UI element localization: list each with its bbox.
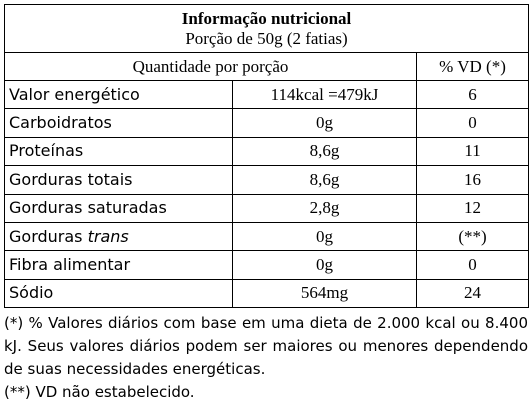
table-title: Informação nutricional [181,8,352,28]
footnotes [4,312,528,403]
table-row [5,279,529,307]
header-vd: % VD (*) [417,53,529,81]
table-header-row [5,53,529,81]
nutrition-table [4,4,529,308]
nutrient-vd: 12 [417,194,529,222]
nutrient-quantity: 0g [233,251,417,279]
nutrient-vd: 6 [417,81,529,109]
nutrient-vd: 16 [417,166,529,194]
nutrient-vd: 11 [417,137,529,165]
nutrient-name: Carboidratos [5,109,233,137]
nutrient-name: Fibra alimentar [5,251,233,279]
table-title-row [5,5,529,53]
nutrient-name: Proteínas [5,137,233,165]
nutrient-name: Gorduras trans [5,222,233,250]
table-row [5,222,529,250]
nutrient-quantity: 8,6g [233,137,417,165]
nutrient-vd: (**) [417,222,529,250]
nutrient-name: Sódio [5,279,233,307]
table-row [5,251,529,279]
nutrient-name: Gorduras totais [5,166,233,194]
nutrient-quantity: 0g [233,109,417,137]
serving-size: Porção de 50g (2 fatias) [185,28,348,48]
nutrient-quantity: 564mg [233,279,417,307]
table-row [5,166,529,194]
nutrient-vd: 24 [417,279,529,307]
header-quantity: Quantidade por porção [5,53,417,81]
nutrient-quantity: 114kcal =479kJ [233,81,417,109]
table-title-cell [5,5,529,53]
footnote-daily-values: (*) % Valores diários com base em uma dieta de 2.000 kcal ou 8.400 kJ. Seus valores diários podem ser maiores ou menores dependendo de suas necessidades energéticas. [4,314,528,379]
nutrient-vd: 0 [417,109,529,137]
nutrient-name: Valor energético [5,81,233,109]
table-row [5,194,529,222]
nutrient-name: Gorduras saturadas [5,194,233,222]
nutrient-vd: 0 [417,251,529,279]
table-row [5,137,529,165]
nutrient-quantity: 2,8g [233,194,417,222]
nutrition-facts [4,4,528,403]
nutrient-quantity: 0g [233,222,417,250]
nutrient-quantity: 8,6g [233,166,417,194]
table-row [5,81,529,109]
footnote-vd-not-established: (**) VD não estabelecido. [4,383,195,402]
table-row [5,109,529,137]
